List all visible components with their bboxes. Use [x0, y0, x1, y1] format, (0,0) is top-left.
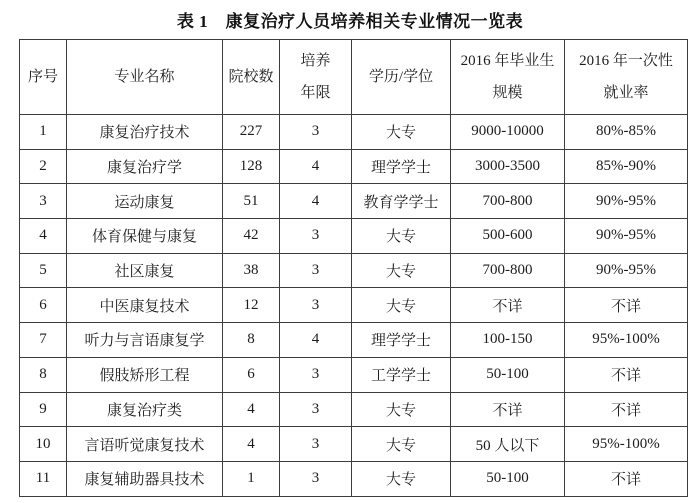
- table-cell: 3: [280, 115, 352, 150]
- table-cell: 700-800: [451, 253, 565, 288]
- table-cell: 运动康复: [67, 184, 223, 219]
- column-header-line: 专业名称: [114, 69, 175, 85]
- column-header-line: 学历/学位: [368, 69, 434, 85]
- table-cell: 假肢矫形工程: [67, 357, 223, 392]
- table-cell: 4: [223, 427, 280, 462]
- table-cell: 大专: [352, 288, 451, 323]
- table-cell: 9: [20, 392, 67, 427]
- table-cell: 51: [223, 184, 280, 219]
- table-row: [20, 219, 688, 254]
- table-cell: 大专: [352, 427, 451, 462]
- majors-table: [19, 39, 688, 497]
- table-cell: 5: [20, 253, 67, 288]
- table-cell: 不详: [451, 392, 565, 427]
- table-cell: 12: [223, 288, 280, 323]
- column-header-line: 就业率: [603, 85, 649, 101]
- table-cell: 50-100: [451, 357, 565, 392]
- table-cell: 700-800: [451, 184, 565, 219]
- table-cell: 中医康复技术: [67, 288, 223, 323]
- column-header-line: 年限: [300, 85, 331, 101]
- table-cell: 3: [20, 184, 67, 219]
- table-cell: 教育学学士: [352, 184, 451, 219]
- column-header-line: 序号: [27, 69, 58, 85]
- column-header: [565, 40, 688, 115]
- table-cell: 3: [280, 392, 352, 427]
- table-row: [20, 323, 688, 358]
- table-cell: 康复治疗学: [67, 149, 223, 184]
- column-header: [280, 40, 352, 115]
- table-cell: 3: [280, 461, 352, 496]
- table-cell: 90%-95%: [565, 184, 688, 219]
- table-cell: 4: [223, 392, 280, 427]
- column-header: [451, 40, 565, 115]
- table-row: [20, 288, 688, 323]
- table-cell: 3: [280, 427, 352, 462]
- column-header-line: 院校数: [228, 69, 274, 85]
- table-cell: 3: [280, 219, 352, 254]
- table-cell: 4: [20, 219, 67, 254]
- table-cell: 1: [20, 115, 67, 150]
- table-cell: 90%-95%: [565, 219, 688, 254]
- table-cell: 500-600: [451, 219, 565, 254]
- table-cell: 不详: [565, 392, 688, 427]
- table-cell: 不详: [451, 288, 565, 323]
- table-cell: 85%-90%: [565, 149, 688, 184]
- table-cell: 大专: [352, 253, 451, 288]
- table-cell: 社区康复: [67, 253, 223, 288]
- table-cell: 38: [223, 253, 280, 288]
- table-cell: 不详: [565, 461, 688, 496]
- table-cell: 227: [223, 115, 280, 150]
- table-cell: 8: [20, 357, 67, 392]
- table-cell: 100-150: [451, 323, 565, 358]
- table-cell: 50 人以下: [451, 427, 565, 462]
- table-cell: 90%-95%: [565, 253, 688, 288]
- table-cell: 体育保健与康复: [67, 219, 223, 254]
- table-cell: 4: [280, 149, 352, 184]
- table-cell: 言语听觉康复技术: [67, 427, 223, 462]
- table-cell: 不详: [565, 288, 688, 323]
- table-cell: 大专: [352, 461, 451, 496]
- table-cell: 8: [223, 323, 280, 358]
- table-cell: 康复治疗类: [67, 392, 223, 427]
- table-row: [20, 392, 688, 427]
- table-row: [20, 357, 688, 392]
- table-caption: 表 1 康复治疗人员培养相关专业情况一览表: [176, 12, 524, 31]
- table-cell: 9000-10000: [451, 115, 565, 150]
- table-row: [20, 461, 688, 496]
- table-cell: 3: [280, 253, 352, 288]
- column-header: [67, 40, 223, 115]
- table-row: [20, 253, 688, 288]
- column-header-line: 规模: [492, 85, 523, 101]
- table-cell: 康复治疗技术: [67, 115, 223, 150]
- table-cell: 2: [20, 149, 67, 184]
- table-cell: 10: [20, 427, 67, 462]
- table-cell: 3: [280, 288, 352, 323]
- table-cell: 42: [223, 219, 280, 254]
- column-header: [352, 40, 451, 115]
- table-cell: 理学学士: [352, 323, 451, 358]
- table-cell: 6: [223, 357, 280, 392]
- table-row: [20, 184, 688, 219]
- table-cell: 95%-100%: [565, 427, 688, 462]
- table-cell: 大专: [352, 392, 451, 427]
- table-cell: 3: [280, 357, 352, 392]
- table-cell: 95%-100%: [565, 323, 688, 358]
- table-row: [20, 149, 688, 184]
- table-cell: 80%-85%: [565, 115, 688, 150]
- table-cell: 大专: [352, 115, 451, 150]
- column-header-line: 培养: [300, 53, 331, 69]
- table-row: [20, 427, 688, 462]
- table-body: [20, 115, 688, 497]
- table-cell: 4: [280, 184, 352, 219]
- table-header: [20, 40, 688, 115]
- table-cell: 128: [223, 149, 280, 184]
- table-cell: 听力与言语康复学: [67, 323, 223, 358]
- table-row: [20, 115, 688, 150]
- table-cell: 理学学士: [352, 149, 451, 184]
- table-cell: 7: [20, 323, 67, 358]
- table-cell: 工学学士: [352, 357, 451, 392]
- column-header-line: 2016 年毕业生: [460, 53, 555, 69]
- table-cell: 50-100: [451, 461, 565, 496]
- table-cell: 4: [280, 323, 352, 358]
- column-header-line: 2016 年一次性: [579, 53, 673, 69]
- table-cell: 1: [223, 461, 280, 496]
- table-cell: 康复辅助器具技术: [67, 461, 223, 496]
- table-cell: 3000-3500: [451, 149, 565, 184]
- column-header: [20, 40, 67, 115]
- table-cell: 大专: [352, 219, 451, 254]
- column-header: [223, 40, 280, 115]
- table-cell: 不详: [565, 357, 688, 392]
- table-cell: 11: [20, 461, 67, 496]
- header-row: [20, 40, 688, 115]
- table-cell: 6: [20, 288, 67, 323]
